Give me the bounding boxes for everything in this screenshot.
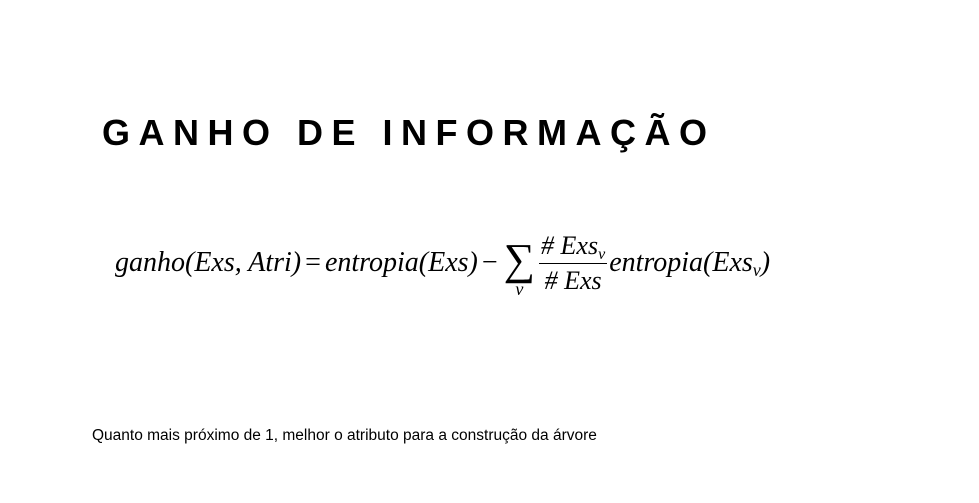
formula-fraction (539, 231, 607, 296)
subset-entropy-close: ) (760, 247, 771, 278)
formula-equals: = (305, 247, 321, 278)
formula-summation (503, 235, 536, 299)
sum-index: v (515, 279, 524, 299)
numerator-subscript: v (598, 245, 606, 263)
information-gain-formula (115, 218, 770, 308)
subset-entropy-subscript: v (752, 260, 761, 280)
formula-lhs: ganho(Exs, Atri) (115, 247, 302, 278)
slide-note: Quanto mais próximo de 1, melhor o atributo para a construção da árvore (92, 427, 597, 444)
fraction-numerator (539, 231, 607, 264)
fraction-denominator: # Exs (544, 265, 602, 295)
formula-subset-entropy (609, 247, 770, 279)
numerator-base: # Exs (541, 230, 599, 260)
formula-minus: − (481, 247, 498, 278)
subset-entropy-base: entropia(Exs (609, 247, 753, 278)
sigma-symbol: ∑ (503, 235, 536, 284)
slide-title: GANHO DE INFORMAÇÃO (102, 112, 716, 153)
formula-entropy-term: entropia(Exs) (324, 247, 478, 278)
